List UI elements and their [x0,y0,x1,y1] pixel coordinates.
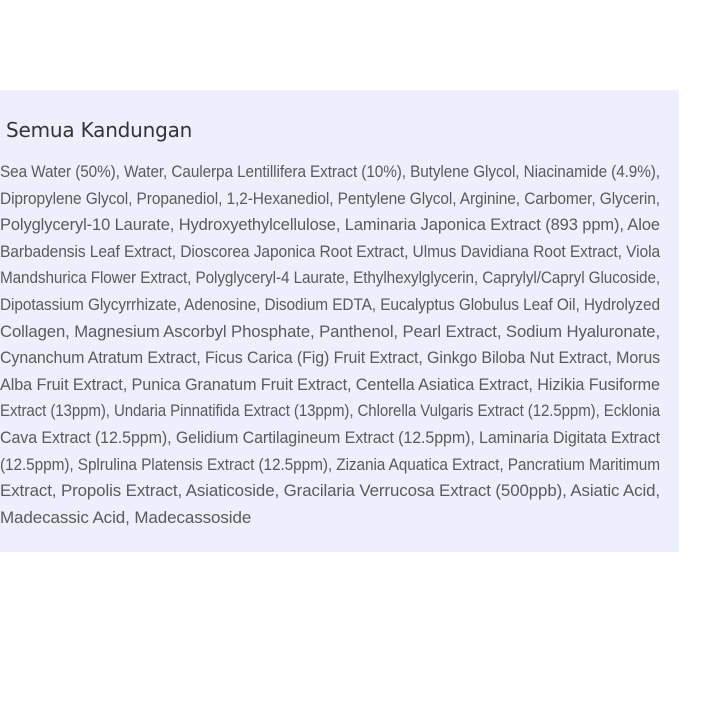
ingredients-text [0,159,712,531]
ingredient-line: Extract (13ppm), Undaria Pinnatifida Extract (13ppm), Chlorella Vulgaris Extract (12.5ppm), Ecklonia [0,401,660,421]
ingredient-line: Sea Water (50%), Water, Caulerpa Lentillifera Extract (10%), Butylene Glycol, Niacinamide (4.9%), [0,162,660,181]
ingredient-line: Dipropylene Glycol, Propanediol, 1,2-Hexanediol, Pentylene Glycol, Arginine, Carbomer, Glycerin, [0,188,660,208]
ingredient-line: Madecassic Acid, Madecassoside [0,507,252,527]
ingredient-line: Extract, Propolis Extract, Asiaticoside, Gracilaria Verrucosa Extract (500ppb), Asiatic Acid, [0,481,661,501]
section-title: Semua Kandungan [6,118,193,142]
ingredient-line: Polyglyceryl-10 Laurate, Hydroxyethylcellulose, Laminaria Japonica Extract (893 ppm), Aloe [0,215,660,235]
ingredient-line: Alba Fruit Extract, Punica Granatum Fruit Extract, Centella Asiatica Extract, Hizikia Fusiforme [0,374,660,394]
ingredient-line: Dipotassium Glycyrrhizate, Adenosine, Disodium EDTA, Eucalyptus Globulus Leaf Oil, Hydrolyzed [0,294,660,314]
ingredient-line: Cynanchum Atratum Extract, Ficus Carica (Fig) Fruit Extract, Ginkgo Biloba Nut Extract, Morus [0,348,661,368]
ingredient-line: Barbadensis Leaf Extract, Dioscorea Japonica Root Extract, Ulmus Davidiana Root Extract, Viola [0,241,661,261]
ingredient-line: Mandshurica Flower Extract, Polyglyceryl-4 Laurate, Ethylhexylglycerin, Caprylyl/Capryl Glucoside, [0,268,661,288]
ingredient-line: (12.5ppm), Splrulina Platensis Extract (12.5ppm), Zizania Aquatica Extract, Pancratium Maritimum [0,454,660,474]
ingredient-line: Cava Extract (12.5ppm), Gelidium Cartilagineum Extract (12.5ppm), Laminaria Digitata Extract [0,427,661,447]
ingredient-line: Collagen, Magnesium Ascorbyl Phosphate, Panthenol, Pearl Extract, Sodium Hyaluronate, [0,321,660,341]
